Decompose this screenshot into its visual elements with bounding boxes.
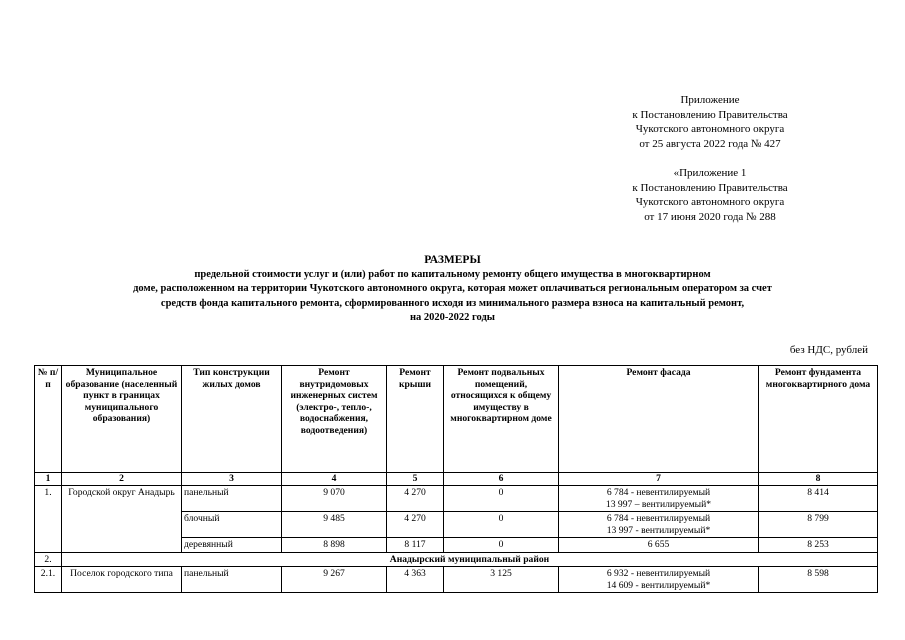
column-number: 4 — [282, 473, 387, 486]
column-number: 2 — [62, 473, 182, 486]
title-line: предельной стоимости услуг и (или) работ по капитальному ремонту общего имущества в многоквартирном — [194, 268, 711, 280]
title-line: средств фонда капитального ремонта, сформированного исходя из минимального размера взноса на капитальный ремонт, — [160, 297, 745, 309]
header-construction-type: Тип конструкции жилых домов — [182, 366, 282, 473]
appendix-line: к Постановлению Правительства — [632, 108, 788, 121]
cell-type: деревянный — [182, 538, 282, 553]
table-row — [35, 567, 878, 593]
header-engineering-systems: Ремонт внутридомовых инженерных систем (электро-, тепло-, водоснабжения, водоотведения) — [282, 366, 387, 473]
cell-foundation: 8 598 — [759, 567, 878, 593]
cell-number: 2. — [35, 552, 62, 567]
header-foundation: Ремонт фундамента многоквартирного дома — [759, 366, 878, 473]
cell-basement: 0 — [444, 538, 559, 553]
cell-type: блочный — [182, 512, 282, 538]
cell-number: 2.1. — [35, 567, 62, 593]
cell-roof: 8 117 — [387, 538, 444, 553]
column-number: 6 — [444, 473, 559, 486]
appendix-line: Приложение — [680, 94, 740, 106]
facade-line: 13 997 – вентилируемый* — [605, 498, 712, 510]
section-title: Анадырский муниципальный район — [62, 552, 878, 567]
facade-line: 6 932 - невентилируемый — [606, 568, 711, 579]
cell-foundation: 8 414 — [759, 486, 878, 512]
appendix-note-original — [560, 166, 860, 224]
table-row — [35, 486, 878, 512]
column-number-row — [35, 473, 878, 486]
cell-engineering: 9 267 — [282, 567, 387, 593]
cell-engineering: 9 070 — [282, 486, 387, 512]
cell-foundation: 8 799 — [759, 512, 878, 538]
cell-basement: 0 — [444, 486, 559, 512]
cell-facade — [559, 538, 759, 553]
cell-basement: 3 125 — [444, 567, 559, 593]
facade-line: 14 609 - вентилируемый* — [606, 579, 711, 591]
appendix-line: к Постановлению Правительства — [632, 181, 788, 194]
cell-number: 1. — [35, 486, 62, 553]
header-roof: Ремонт крыши — [387, 366, 444, 473]
appendix-line: от 25 августа 2022 года № 427 — [639, 137, 781, 150]
cell-engineering: 9 485 — [282, 512, 387, 538]
column-number: 7 — [559, 473, 759, 486]
facade-line: 6 784 - невентилируемый — [606, 513, 711, 524]
cell-facade — [559, 512, 759, 538]
column-number: 5 — [387, 473, 444, 486]
column-number: 1 — [35, 473, 62, 486]
title-line: на 2020-2022 годы — [409, 312, 495, 323]
appendix-line: «Приложение 1 — [673, 167, 747, 179]
appendix-line: от 17 июня 2020 года № 288 — [644, 210, 776, 223]
cell-basement: 0 — [444, 512, 559, 538]
cell-roof: 4 363 — [387, 567, 444, 593]
section-row — [35, 552, 878, 567]
cell-roof: 4 270 — [387, 486, 444, 512]
currency-note: без НДС, рублей — [789, 344, 868, 356]
header-facade: Ремонт фасада — [559, 366, 759, 473]
cost-table — [34, 365, 878, 593]
appendix-line: Чукотского автономного округа — [635, 196, 785, 208]
cell-engineering: 8 898 — [282, 538, 387, 553]
title-main: РАЗМЕРЫ — [424, 254, 481, 266]
cell-foundation: 8 253 — [759, 538, 878, 553]
table-header-row — [35, 366, 878, 473]
facade-line: 13 997 - вентилируемый* — [606, 524, 711, 536]
appendix-note-current — [560, 93, 860, 151]
appendix-line: Чукотского автономного округа — [635, 123, 785, 135]
facade-line: 6 784 - невентилируемый — [606, 487, 711, 498]
facade-line: 6 655 — [647, 539, 670, 550]
header-number: № п/п — [35, 366, 62, 473]
cell-roof: 4 270 — [387, 512, 444, 538]
title-line: доме, расположенном на территории Чукотского автономного округа, которая может оплачиваться региональным оператором за счет — [133, 283, 772, 294]
column-number: 3 — [182, 473, 282, 486]
cell-type: панельный — [182, 486, 282, 512]
document-title — [30, 253, 875, 326]
header-basement: Ремонт подвальных помещений, относящихся к общему имуществу в многоквартирном доме — [444, 366, 559, 473]
cell-municipality: Городской округ Анадырь — [62, 486, 182, 553]
cell-facade — [559, 486, 759, 512]
cell-facade — [559, 567, 759, 593]
header-municipality: Муниципальное образование (населенный пункт в границах муниципального образования) — [62, 366, 182, 473]
cell-type: панельный — [182, 567, 282, 593]
column-number: 8 — [759, 473, 878, 486]
cell-municipality: Поселок городского типа — [62, 567, 182, 593]
